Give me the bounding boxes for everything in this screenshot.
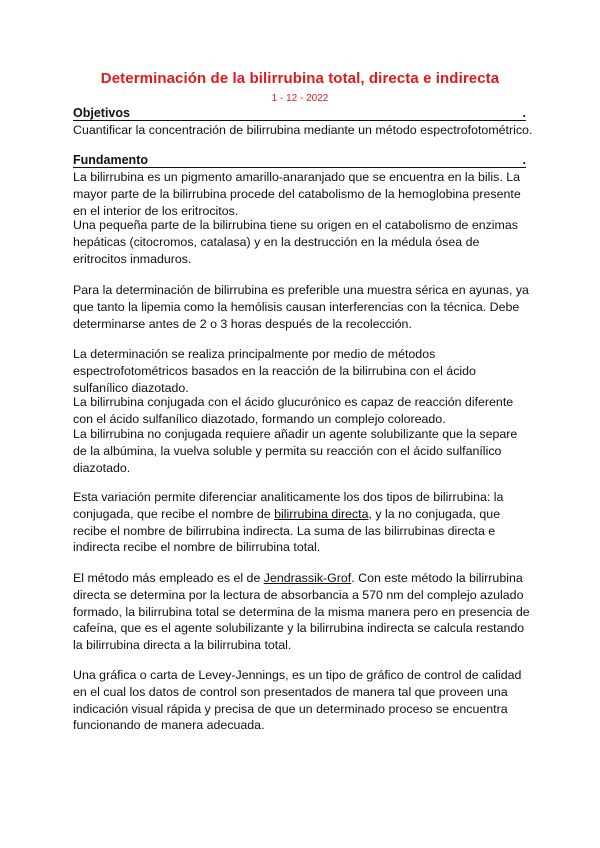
objetivos-heading-dot: . bbox=[522, 106, 526, 120]
bilirrubina-directa-link[interactable]: bilirrubina directa bbox=[274, 506, 369, 521]
fundamento-paragraph-4: La determinación se realiza principalmente por medio de métodos espectrofotométricos basados en la reacción de la bilirrubina con el ácido sulfanílico diazotado. bbox=[73, 347, 476, 395]
paragraph-8-text-a: El método más empleado es el de bbox=[73, 571, 264, 585]
paragraph-8-text-b: . Con este método la bilirrubina directa se determina por la lectura de absorbancia a 570 nm del complejo azulado formado, la bilirrubina total se determina de la misma manera pero en presencia de cafeína, que es el agente solubilizante y la bilirrubina indirecta se calcula restando la bilirrubina directa a la bilirrubina total. bbox=[73, 571, 530, 653]
document-date: 1 - 12 - 2022 bbox=[271, 93, 329, 104]
fundamento-paragraph-7 bbox=[73, 489, 533, 556]
objetivos-heading bbox=[73, 106, 526, 121]
fundamento-paragraph-5: La bilirrubina conjugada con el ácido glucurónico es capaz de reacción diferente con el ácido sulfanílico diazotado, formando un complejo coloreado. bbox=[73, 395, 514, 426]
fundamento-heading-dot: . bbox=[522, 153, 526, 167]
objetivos-text: Cuantificar la concentración de bilirrubina mediante un método espectrofotométrico. bbox=[73, 123, 533, 137]
fundamento-heading bbox=[73, 153, 526, 168]
fundamento-paragraph-3: Para la determinación de bilirrubina es preferible una muestra sérica en ayunas, ya que tanto la lipemia como la hemólisis causan interferencias con la técnica. Debe determinarse antes de 2 o 3 horas después de la recolección. bbox=[73, 283, 529, 331]
fundamento-paragraph-2: Una pequeña parte de la bilirrubina tiene su origen en el catabolismo de enzimas hepáticas (citocromos, catalasa) y en la destrucción en la médula ósea de eritrocitos inmaduros. bbox=[73, 218, 518, 266]
fundamento-paragraph-8 bbox=[73, 570, 533, 654]
jendrassik-grof-link[interactable]: Jendrassik-Grof bbox=[263, 571, 352, 585]
paragraph-7-text-a: Esta variación permite diferenciar analiticamente los dos tipos de bilirrubina: la conjugada, que recibe el nombre de bbox=[73, 490, 504, 521]
fundamento-paragraph-6: La bilirrubina no conjugada requiere añadir un agente solubilizante que la separe de la albúmina, la vuelva soluble y permita su reacción con el ácido sulfanílico diazotado. bbox=[73, 427, 518, 475]
paragraph-7-text-b: , y la no conjugada, que recibe el nombre de bilirrubina indirecta. La suma de las bilirrubinas directa e indirecta recibe el nombre de bilirrubina total. bbox=[73, 506, 501, 555]
fundamento-paragraph-1: La bilirrubina es un pigmento amarillo-anaranjado que se encuentra en la bilis. La mayor parte de la bilirrubina procede del catabolismo de la hemoglobina presente en el interior de los eritrocitos. bbox=[73, 170, 521, 218]
fundamento-paragraph-9: Una gráfica o carta de Levey-Jennings, es un tipo de gráfico de control de calidad en el cual los datos de control son presentados de manera tal que proveen una indicación visual rápida y precisa de que un determinado proceso se encuentra funcionando de manera adecuada. bbox=[73, 668, 522, 733]
document-title: Determinación de la bilirrubina total, directa e indirecta bbox=[100, 70, 500, 87]
fundamento-heading-label: Fundamento bbox=[73, 153, 148, 167]
objetivos-heading-label: Objetivos bbox=[73, 106, 130, 120]
